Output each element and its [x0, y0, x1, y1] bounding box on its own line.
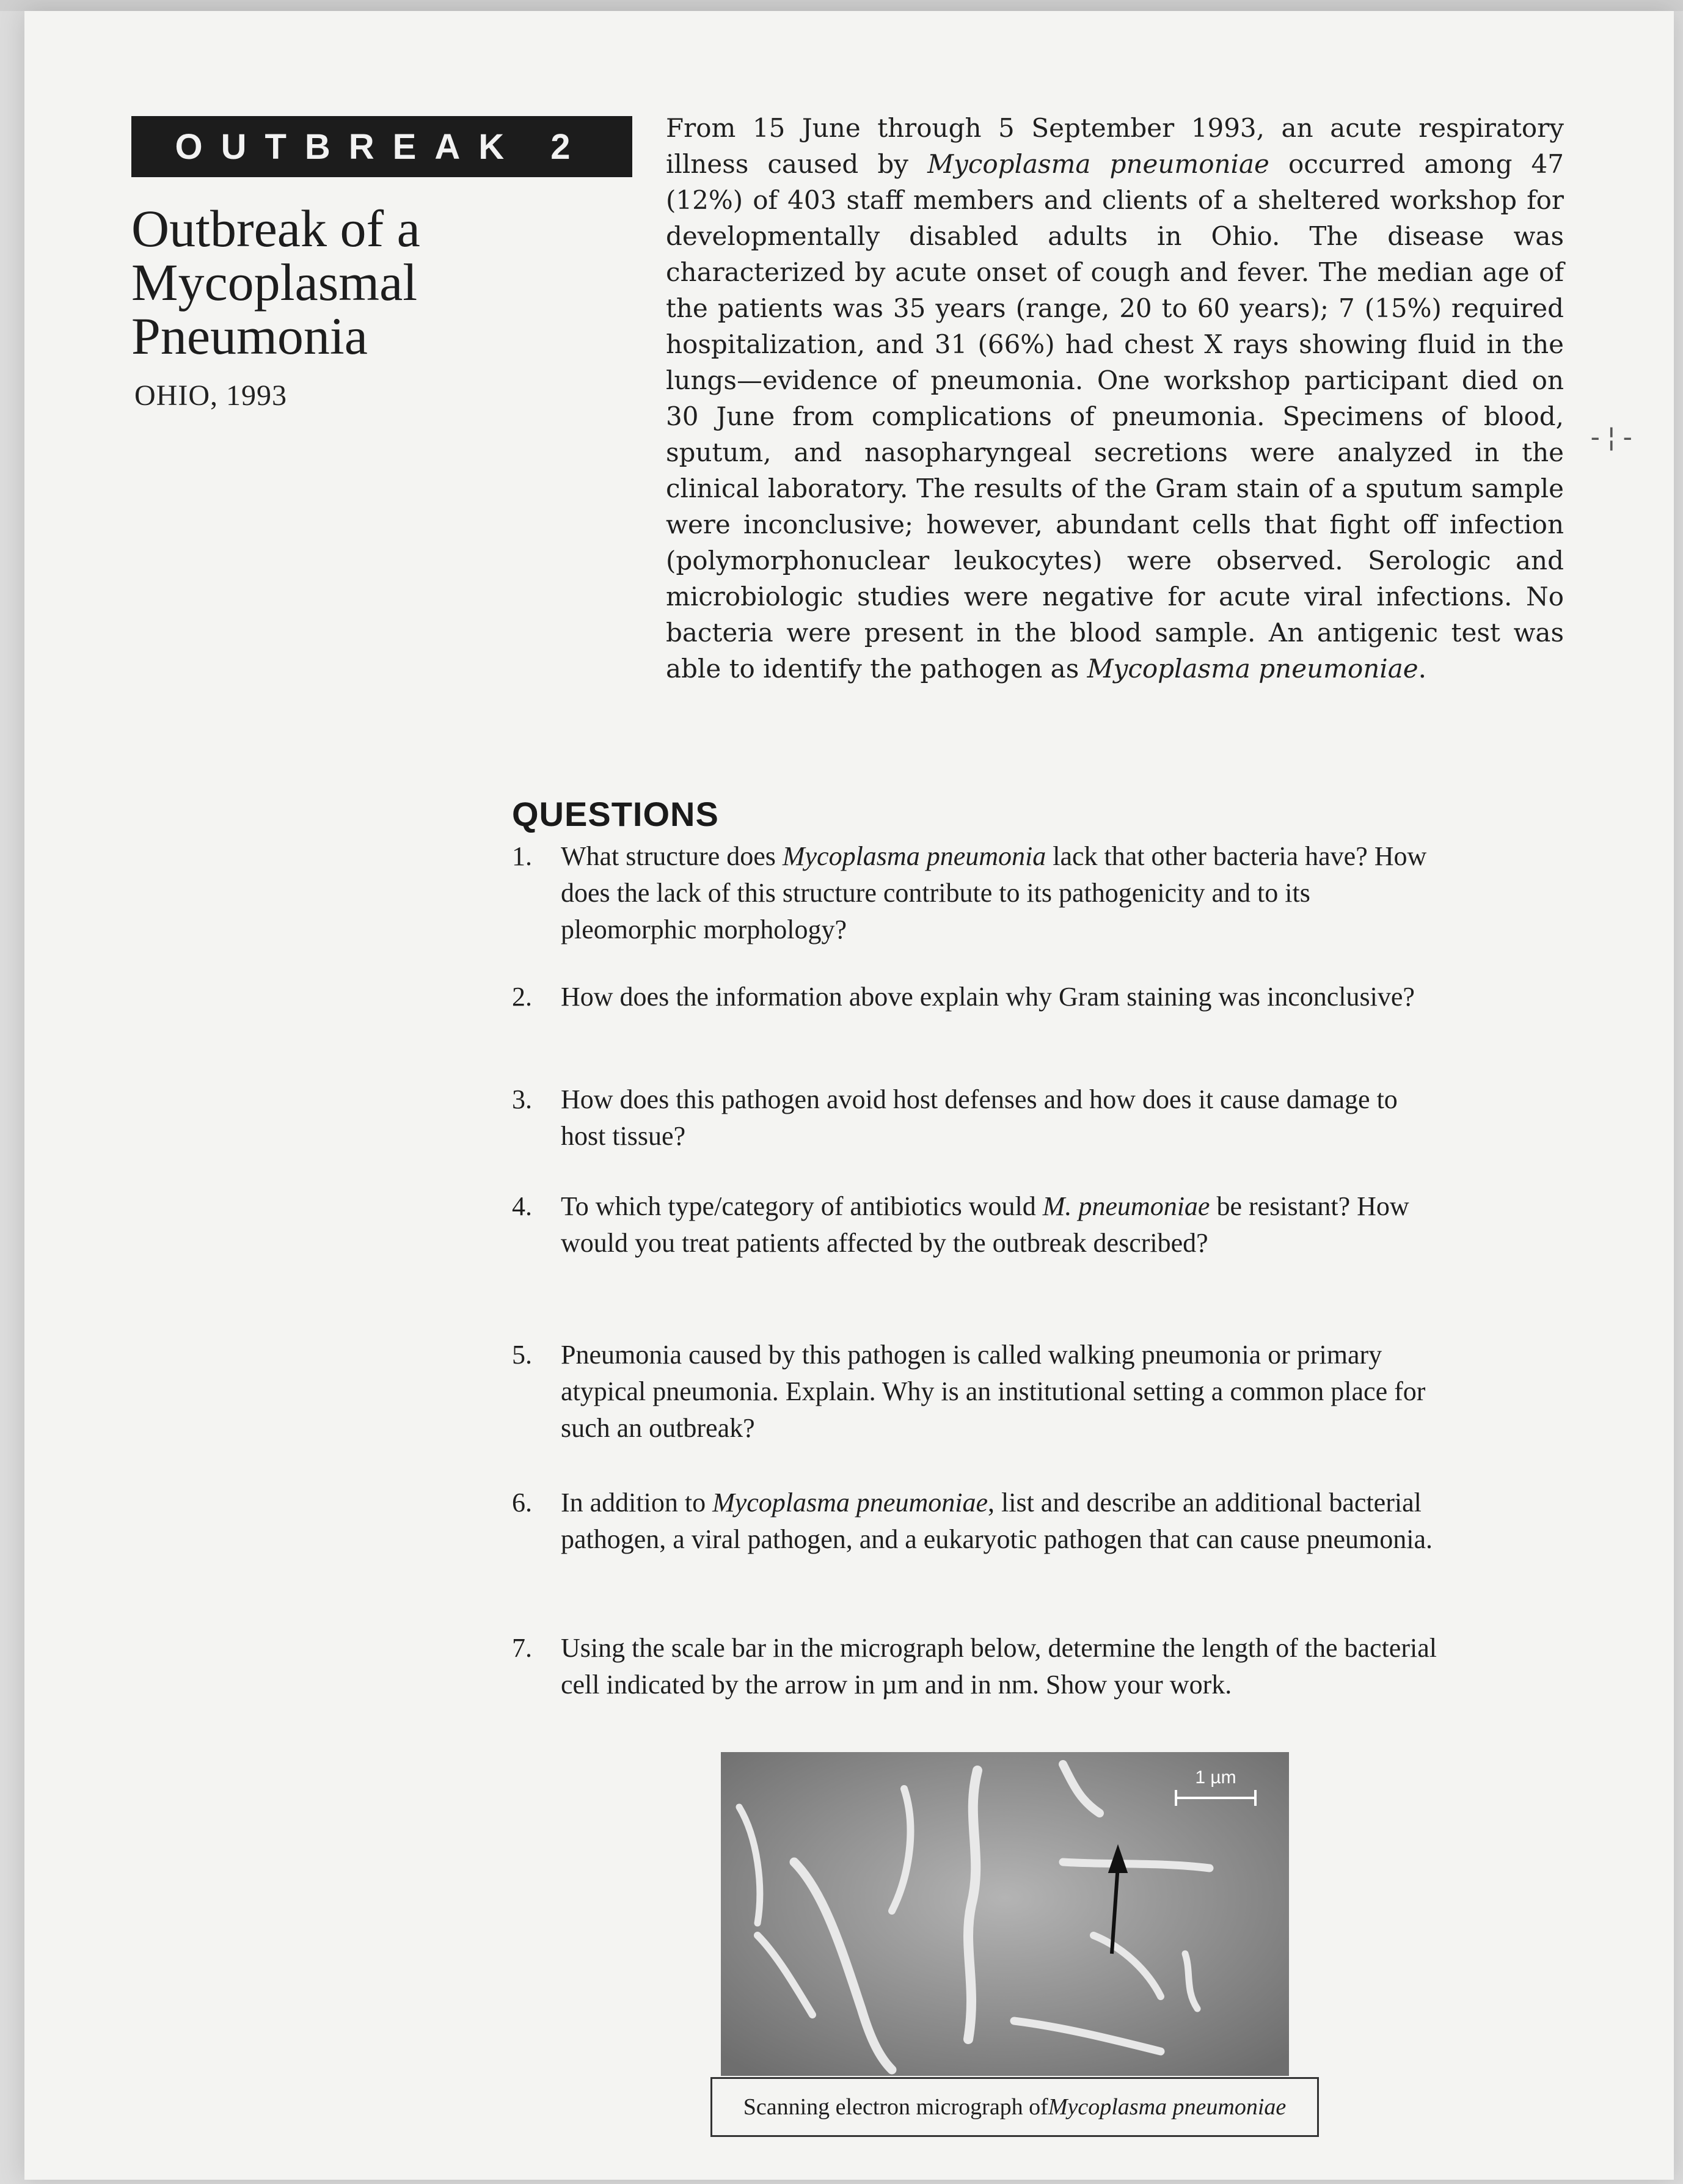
- micrograph-image: [721, 1752, 1289, 2076]
- intro-organism-2: Mycoplasma pneumoniae: [1087, 654, 1418, 684]
- question-organism: Mycoplasma pneumoniae: [712, 1488, 988, 1517]
- title-line-2: Mycoplasmal: [131, 253, 418, 312]
- filament: [968, 1770, 977, 2039]
- top-edge: [0, 0, 1683, 11]
- intro-text-2: occurred among 47 (12%) of 403 staff members and clients of a sheltered workshop for developmentally disabled adults in Ohio. The disease was characterized by acute onset of cough and fever. The median age of the patients was 35 years (range, 20 to 60 years); 7 (15%) required hospitalization, and 31 (66%) had chest X rays showing fluid in the lungs—evidence of pneumonia. One workshop participant died on 30 June from complications of pneumonia. Specimens of blood, sputum, and nasopharyngeal secretions were analyzed in the clinical laboratory. The results of the Gram stain of a sputum sample were inconclusive; however, abundant cells that fight off infection (polymorphonuclear leukocytes) were observed. Serologic and microbiologic studies were negative for acute viral infections. No bacteria were present in the blood sample. An antigenic test was able to identify the pathogen as: [666, 149, 1564, 684]
- question-text-post: , list and describe an additional bacterial pathogen, a viral pathogen, and a eukaryotic pathogen that can cause pneumonia.: [561, 1488, 1433, 1554]
- question-5: [512, 1337, 1447, 1447]
- question-text: [561, 838, 1447, 948]
- question-text: Using the scale bar in the micrograph below, determine the length of the bacterial cell indicated by the arrow in µm and in nm. Show your work.: [561, 1633, 1437, 1700]
- question-organism: Mycoplasma pneumonia: [782, 841, 1046, 871]
- question-number: 2.: [512, 982, 532, 1012]
- question-text: [561, 1485, 1447, 1558]
- intro-paragraph: [666, 110, 1564, 687]
- title-line-1: Outbreak of a: [131, 199, 420, 258]
- question-number: 5.: [512, 1340, 532, 1370]
- question-organism: M. pneumoniae: [1042, 1191, 1210, 1221]
- scale-bar-label: 1 µm: [1195, 1767, 1236, 1788]
- question-1: [512, 838, 1447, 948]
- crop-mark-icon: -¦-: [1587, 422, 1636, 453]
- question-text: How does the information above explain why Gram staining was inconclusive?: [561, 982, 1415, 1012]
- question-text: How does this pathogen avoid host defenses and how does it cause damage to host tissue?: [561, 1084, 1398, 1151]
- intro-organism-1: Mycoplasma pneumoniae: [927, 149, 1269, 179]
- question-6: [512, 1485, 1447, 1558]
- intro-text-3: .: [1418, 654, 1426, 684]
- figure-caption: [710, 2077, 1319, 2137]
- micrograph-drawing: [721, 1752, 1289, 2076]
- question-7: [512, 1630, 1447, 1703]
- question-4: [512, 1188, 1447, 1262]
- question-text-post: lack that other bacteria have? How does the lack of this structure contribute to its pathogenicity and to its pleomorphic morphology?: [561, 841, 1427, 944]
- question-2: [512, 979, 1447, 1015]
- question-text: [561, 1188, 1447, 1262]
- question-text-post: be resistant? How would you treat patients affected by the outbreak described?: [561, 1191, 1409, 1258]
- question-text-pre: What structure does: [561, 841, 783, 871]
- question-number: 7.: [512, 1633, 532, 1663]
- caption-organism: Mycoplasma pneumoniae: [1048, 2094, 1287, 2120]
- location-label: OHIO, 1993: [134, 379, 287, 412]
- question-number: 3.: [512, 1084, 532, 1114]
- question-number: 1.: [512, 841, 532, 871]
- question-number: 4.: [512, 1191, 532, 1221]
- question-3: [512, 1081, 1447, 1155]
- page-title: [131, 199, 559, 365]
- micrograph-background: [721, 1752, 1289, 2076]
- outbreak-badge: OUTBREAK 2: [131, 116, 632, 177]
- question-text-pre: In addition to: [561, 1488, 713, 1517]
- caption-text: Scanning electron micrograph of: [743, 2094, 1048, 2120]
- question-text-pre: To which type/category of antibiotics would: [561, 1191, 1043, 1221]
- questions-heading: QUESTIONS: [512, 795, 719, 833]
- intro-text-1: From 15 June through 5 September 1993, an acute respiratory illness caused by: [666, 113, 1564, 179]
- title-line-3: Pneumonia: [131, 307, 368, 365]
- question-number: 6.: [512, 1488, 532, 1517]
- question-text: Pneumonia caused by this pathogen is called walking pneumonia or primary atypical pneumonia. Explain. Why is an institutional setting a common place for such an outbreak?: [561, 1340, 1426, 1443]
